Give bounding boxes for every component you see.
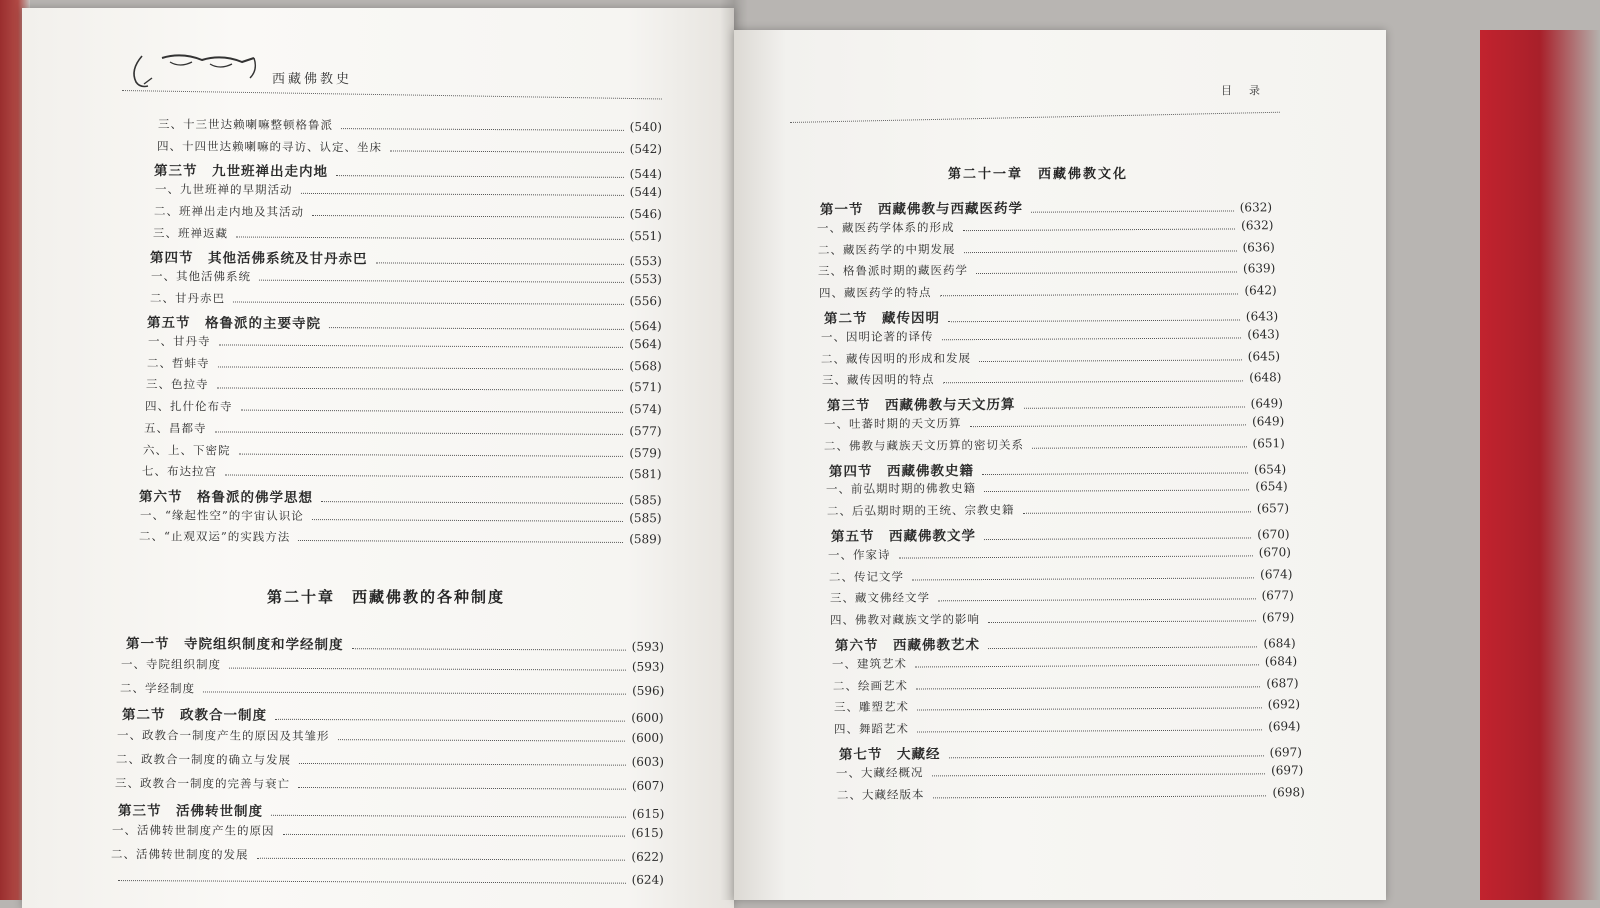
toc-entry: [143, 442, 662, 461]
toc-page-number: (564): [629, 336, 663, 352]
toc-page-number: (657): [1256, 501, 1289, 516]
toc-entry-title: 一、寺院组织制度: [120, 656, 221, 672]
toc-page-number: (643): [1246, 326, 1280, 342]
toc-section-entry: [147, 311, 662, 334]
toc-entry-title: 二、佛教与藏族天文历算的密切关系: [824, 437, 1025, 453]
toc-page-number: (551): [629, 228, 663, 243]
toc-page-number: (589): [629, 532, 663, 547]
toc-page-number: (651): [1252, 435, 1286, 451]
toc-page-number: (600): [631, 711, 665, 726]
toc-page-number: (593): [631, 639, 665, 654]
toc-page-number: (544): [629, 184, 663, 200]
toc-page-number: (564): [629, 319, 663, 334]
toc-page-number: (645): [1248, 348, 1281, 363]
toc-page-number: (636): [1242, 239, 1275, 255]
toc-entry: [837, 784, 1305, 803]
toc-entry-title: 二、政教合一制度的确立与发展: [116, 752, 292, 767]
toc-entry-title: 三、班禅返藏: [153, 225, 229, 240]
toc-entry: [110, 870, 664, 887]
toc-page-number: (593): [631, 659, 665, 674]
toc-entry-title: 第七节 大藏经: [839, 746, 941, 763]
toc-page-number: (684): [1263, 636, 1297, 651]
toc-entry-title: 二、甘丹赤巴: [150, 290, 226, 306]
toc-entry-title: 第二节 政教合一制度: [122, 707, 268, 725]
dot-leader: [962, 228, 1235, 231]
dot-leader: [984, 537, 1251, 540]
toc-entry: [821, 326, 1280, 345]
dot-leader: [218, 366, 624, 369]
right-page: [734, 30, 1386, 900]
toc-page-number: (542): [629, 141, 663, 156]
toc-entry: [830, 609, 1294, 628]
toc-entry: [145, 398, 662, 417]
toc-page-number: (697): [1269, 745, 1302, 760]
toc-entry-title: 第五节 西藏佛教文学: [831, 528, 977, 545]
toc-page-number: (632): [1240, 218, 1274, 233]
dot-leader: [299, 540, 624, 543]
toc-entry-title: 三、雕塑艺术: [833, 699, 909, 715]
dot-leader: [329, 327, 624, 330]
toc-entry-title: 第五节 格鲁派的主要寺院: [147, 315, 322, 333]
toc-page-number: (654): [1254, 461, 1287, 476]
toc-entry-title: 二、后弘期时期的王统、宗教史籍: [826, 503, 1015, 519]
dot-leader: [982, 472, 1248, 475]
chapter-title: 第二十章 西藏佛教的各种制度: [267, 588, 506, 606]
toc-page-number: (568): [629, 358, 663, 373]
toc-entry: [834, 718, 1301, 737]
toc-entry: [139, 528, 662, 547]
toc-entry: [824, 435, 1285, 454]
toc-entry-title: 一、前弘期时期的佛教史籍: [825, 481, 976, 497]
dot-leader: [899, 555, 1253, 558]
toc-entry: [147, 355, 662, 374]
dot-leader: [257, 858, 626, 861]
toc-page-number: (596): [631, 683, 665, 698]
toc-entry-title: 一、政教合一制度产生的原因及其雏形: [117, 728, 330, 744]
toc-entry-title: 一、甘丹寺: [148, 334, 211, 349]
dot-leader: [283, 834, 626, 837]
toc-page-number: (674): [1260, 566, 1293, 581]
dot-leader: [259, 280, 624, 283]
toc-entry: [158, 116, 662, 135]
dot-leader: [215, 431, 624, 434]
dot-leader: [938, 599, 1256, 602]
toc-entry-title: 一、藏医药学体系的形成: [816, 219, 955, 235]
toc-entry-title: 第四节 其他活佛系统及甘丹赤巴: [150, 250, 368, 268]
toc-entry: [830, 588, 1294, 607]
dot-leader: [943, 381, 1244, 384]
dot-leader: [299, 763, 626, 766]
dot-leader: [203, 691, 626, 694]
toc-page-number: (649): [1251, 414, 1285, 429]
dot-leader: [1032, 446, 1247, 448]
toc-entry-title: 三、格鲁派时期的藏医药学: [818, 263, 969, 279]
toc-page-number: (677): [1261, 588, 1294, 603]
toc-entry: [822, 370, 1282, 389]
toc-entry-title: 第三节 活佛转世制度: [117, 802, 263, 820]
toc-entry: [157, 138, 662, 157]
toc-page-number: (692): [1267, 697, 1300, 712]
toc-entry: [821, 348, 1280, 367]
toc-entry: [150, 290, 662, 309]
dot-leader: [217, 388, 624, 391]
toc-section-entry: [824, 304, 1278, 327]
toc-section-entry: [839, 740, 1302, 763]
dot-leader: [917, 708, 1262, 711]
dot-leader: [376, 263, 624, 266]
toc-page-number: (577): [629, 423, 663, 438]
toc-page-number: (654): [1255, 479, 1288, 494]
toc-entry-title: 二、哲蚌寺: [147, 355, 210, 371]
dot-leader: [915, 664, 1259, 667]
toc-entry-title: 二、藏传因明的形成和发展: [821, 350, 972, 366]
toc-page-number: (643): [1245, 309, 1279, 324]
dot-leader: [917, 730, 1262, 733]
dot-leader: [941, 337, 1241, 340]
dot-leader: [948, 319, 1240, 322]
toc-entry: [144, 420, 662, 439]
dot-leader: [931, 773, 1265, 776]
toc-entry: [140, 507, 662, 526]
toc-page-number: (687): [1266, 675, 1299, 690]
toc-entry: [112, 822, 664, 841]
toc-entry: [826, 479, 1288, 498]
toc-page-number: (579): [629, 445, 663, 460]
toc-entry-title: 二、学经制度: [119, 680, 195, 695]
toc-entry: [153, 225, 662, 244]
toc-page-number: (585): [629, 510, 663, 525]
toc-entry-title: 第三节 九世班禅出走内地: [153, 163, 329, 181]
toc-page-number: (544): [629, 167, 663, 182]
dot-leader: [963, 250, 1236, 253]
toc-entry-title: 第六节 格鲁派的佛学思想: [139, 488, 314, 506]
dot-leader: [1023, 407, 1244, 409]
toc-page-number: (553): [629, 271, 663, 287]
toc-page-number: (556): [629, 293, 663, 308]
toc-entry-title: 二、班禅出走内地及其活动: [154, 203, 305, 219]
toc-page-number: (622): [631, 849, 665, 865]
dot-leader: [988, 646, 1257, 649]
toc-entry: [828, 544, 1291, 563]
toc-page-number: (698): [1272, 784, 1305, 799]
toc-page-number: (648): [1249, 370, 1282, 385]
toc-section-entry: [126, 632, 664, 655]
toc-entry-title: 二、藏医药学的中期发展: [817, 241, 956, 257]
toc-entry: [833, 697, 1299, 716]
toc-section-entry: [820, 195, 1272, 218]
dot-leader: [312, 215, 624, 218]
toc-entry-title: 三、藏文佛经文学: [829, 590, 930, 606]
toc-entry-title: 第三节 西藏佛教与天文历算: [826, 397, 1016, 415]
toc-entry-title: 一、作家诗: [828, 547, 891, 562]
toc-entry-title: 六、上、下密院: [143, 442, 231, 458]
toc-page-number: (639): [1243, 261, 1276, 276]
toc-entry-title: 二、传记文学: [828, 569, 905, 584]
toc-page-number: (624): [631, 872, 665, 887]
toc-page-number: (697): [1270, 762, 1304, 778]
toc-entry-title: 一、其他活佛系统: [151, 268, 252, 284]
toc-page-number: (684): [1264, 653, 1298, 669]
toc-entry-title: 四、扎什伦布寺: [145, 399, 233, 414]
toc-entry: [833, 675, 1299, 694]
toc-entry-title: 一、“缘起性空”的宇宙认识论: [140, 507, 305, 523]
toc-entry: [120, 680, 664, 699]
toc-entry-title: 四、十四世达赖喇嘛的寻访、认定、坐床: [156, 138, 383, 155]
toc-entry-title: 第四节 西藏佛教史籍: [829, 462, 975, 480]
toc-entry: [111, 846, 664, 865]
tibetan-script-logo-icon: [122, 48, 272, 94]
toc-section-entry: [835, 631, 1296, 654]
toc-entry: [817, 239, 1274, 258]
dot-leader: [275, 719, 625, 722]
toc-entry: [115, 775, 664, 794]
toc-page-number: (571): [629, 380, 663, 395]
toc-entry-title: 五、昌都寺: [144, 420, 207, 436]
toc-entry: [154, 203, 662, 222]
dot-leader: [336, 176, 624, 179]
toc-section-entry: [829, 457, 1286, 480]
toc-entry-title: 第六节 西藏佛教艺术: [835, 637, 981, 654]
toc-entry: [832, 653, 1297, 672]
toc-entry-title: 第二节 藏传因明: [823, 310, 940, 327]
toc-entry-title: 三、藏传因明的特点: [822, 372, 935, 388]
toc-entry-title: 一、活佛转世制度产生的原因: [112, 823, 276, 839]
toc-entry: [155, 181, 662, 200]
toc-section-entry: [827, 391, 1283, 414]
dot-leader: [1031, 210, 1234, 212]
toc-entry-title: 三、色拉寺: [146, 377, 209, 392]
dot-leader: [338, 739, 626, 742]
toc-page-number: (615): [631, 826, 665, 841]
toc-page-number: (679): [1262, 610, 1295, 625]
toc-page-number: (649): [1250, 396, 1283, 411]
toc-entry-title: 二、活佛转世制度的发展: [111, 847, 249, 862]
toc-entry: [824, 413, 1284, 432]
toc-entry: [121, 656, 664, 675]
dot-leader: [979, 359, 1242, 362]
toc-entry-title: 二、大藏经版本: [836, 787, 925, 802]
dot-leader: [312, 519, 624, 522]
toc-page-number: (632): [1239, 200, 1273, 215]
left-page: [22, 8, 734, 908]
toc-entry-title: 四、佛教对藏族文学的影响: [830, 612, 981, 628]
toc-entry-title: 二、“止观双运”的实践方法: [139, 529, 291, 545]
dot-leader: [219, 344, 624, 347]
toc-entry: [142, 463, 662, 482]
toc-entry-title: 四、藏医药学的特点: [819, 285, 932, 301]
dot-leader: [912, 577, 1254, 580]
toc-page-number: (546): [629, 206, 663, 221]
dot-leader: [988, 621, 1256, 624]
toc-entry-title: 一、大藏经概况: [835, 765, 924, 780]
toc-entry-title: 一、因明论著的译传: [820, 329, 934, 344]
toc-entry-title: 一、吐蕃时期的天文历算: [823, 416, 962, 431]
dot-leader: [390, 150, 624, 152]
dot-leader: [301, 193, 624, 196]
toc-entry: [836, 762, 1303, 781]
toc-section-entry: [154, 159, 662, 182]
header-rule: [122, 90, 662, 99]
toc-entry-title: 三、政教合一制度的完善与衰亡: [114, 775, 290, 791]
toc-entry-title: 一、九世班禅的早期活动: [155, 182, 293, 197]
toc-entry: [818, 261, 1275, 280]
toc-page-number: (553): [629, 254, 663, 269]
toc-section-entry: [150, 246, 662, 269]
toc-entry: [116, 751, 664, 770]
dot-leader: [241, 410, 624, 413]
dot-leader: [932, 795, 1266, 798]
toc-page-number: (540): [629, 119, 663, 135]
toc-page-number: (574): [629, 402, 663, 417]
toc-page-number: (607): [631, 778, 665, 793]
toc-section-entry: [139, 485, 662, 508]
dot-leader: [225, 475, 623, 478]
dot-leader: [969, 424, 1246, 427]
toc-entry-title: 七、布达拉宫: [142, 464, 218, 479]
toc-entry: [817, 217, 1274, 236]
toc-page-number: (670): [1258, 544, 1292, 560]
toc-entry: [117, 727, 664, 746]
toc-entry-title: 第一节 寺院组织制度和学经制度: [125, 636, 344, 654]
dot-leader: [298, 787, 626, 790]
dot-leader: [351, 648, 625, 650]
dot-leader: [118, 880, 626, 884]
toc-page-number: (603): [631, 754, 665, 769]
toc-page-number: (585): [629, 492, 663, 508]
dot-leader: [916, 686, 1260, 689]
toc-section-entry: [118, 799, 664, 822]
dot-leader: [940, 294, 1239, 297]
toc-entry: [146, 376, 662, 395]
toc-page-number: (642): [1244, 283, 1277, 298]
toc-section-entry: [831, 522, 1290, 545]
dot-leader: [341, 128, 624, 131]
book-cover-right-edge: [1480, 30, 1600, 900]
toc-entry-title: 第一节 西藏佛教与西藏医药学: [819, 200, 1024, 218]
toc-entry-title: 三、十三世达赖喇嘛整顿格鲁派: [157, 117, 334, 133]
toc-entry: [827, 500, 1289, 519]
toc-section-entry: [122, 703, 664, 726]
toc-entry: [829, 566, 1292, 585]
dot-leader: [976, 272, 1237, 275]
dot-leader: [239, 453, 624, 456]
toc-page-number: (670): [1257, 527, 1291, 542]
header-rule: [790, 112, 1280, 123]
dot-leader: [1022, 512, 1250, 514]
dot-leader: [949, 755, 1264, 758]
toc-entry: [148, 333, 662, 352]
dot-leader: [229, 667, 626, 670]
toc-page-number: (615): [631, 806, 665, 821]
toc-page-number: (694): [1268, 719, 1301, 734]
dot-leader: [236, 236, 624, 239]
dot-leader: [321, 501, 623, 504]
dot-leader: [984, 490, 1249, 493]
dot-leader: [233, 301, 624, 304]
running-head-title: 西藏佛教史: [272, 72, 353, 87]
toc-page-number: (600): [631, 730, 665, 746]
toc-entry-title: 一、建筑艺术: [831, 656, 908, 671]
toc-entry: [151, 268, 662, 287]
toc-entry-title: 二、绘画艺术: [832, 678, 908, 693]
running-head-contents: 目 录: [1221, 84, 1263, 97]
toc-entry-title: 四、舞蹈艺术: [834, 721, 910, 737]
dot-leader: [271, 814, 626, 817]
chapter-title: 第二十一章 西藏佛教文化: [948, 167, 1129, 182]
toc-page-number: (581): [629, 467, 663, 482]
toc-entry: [819, 282, 1277, 301]
